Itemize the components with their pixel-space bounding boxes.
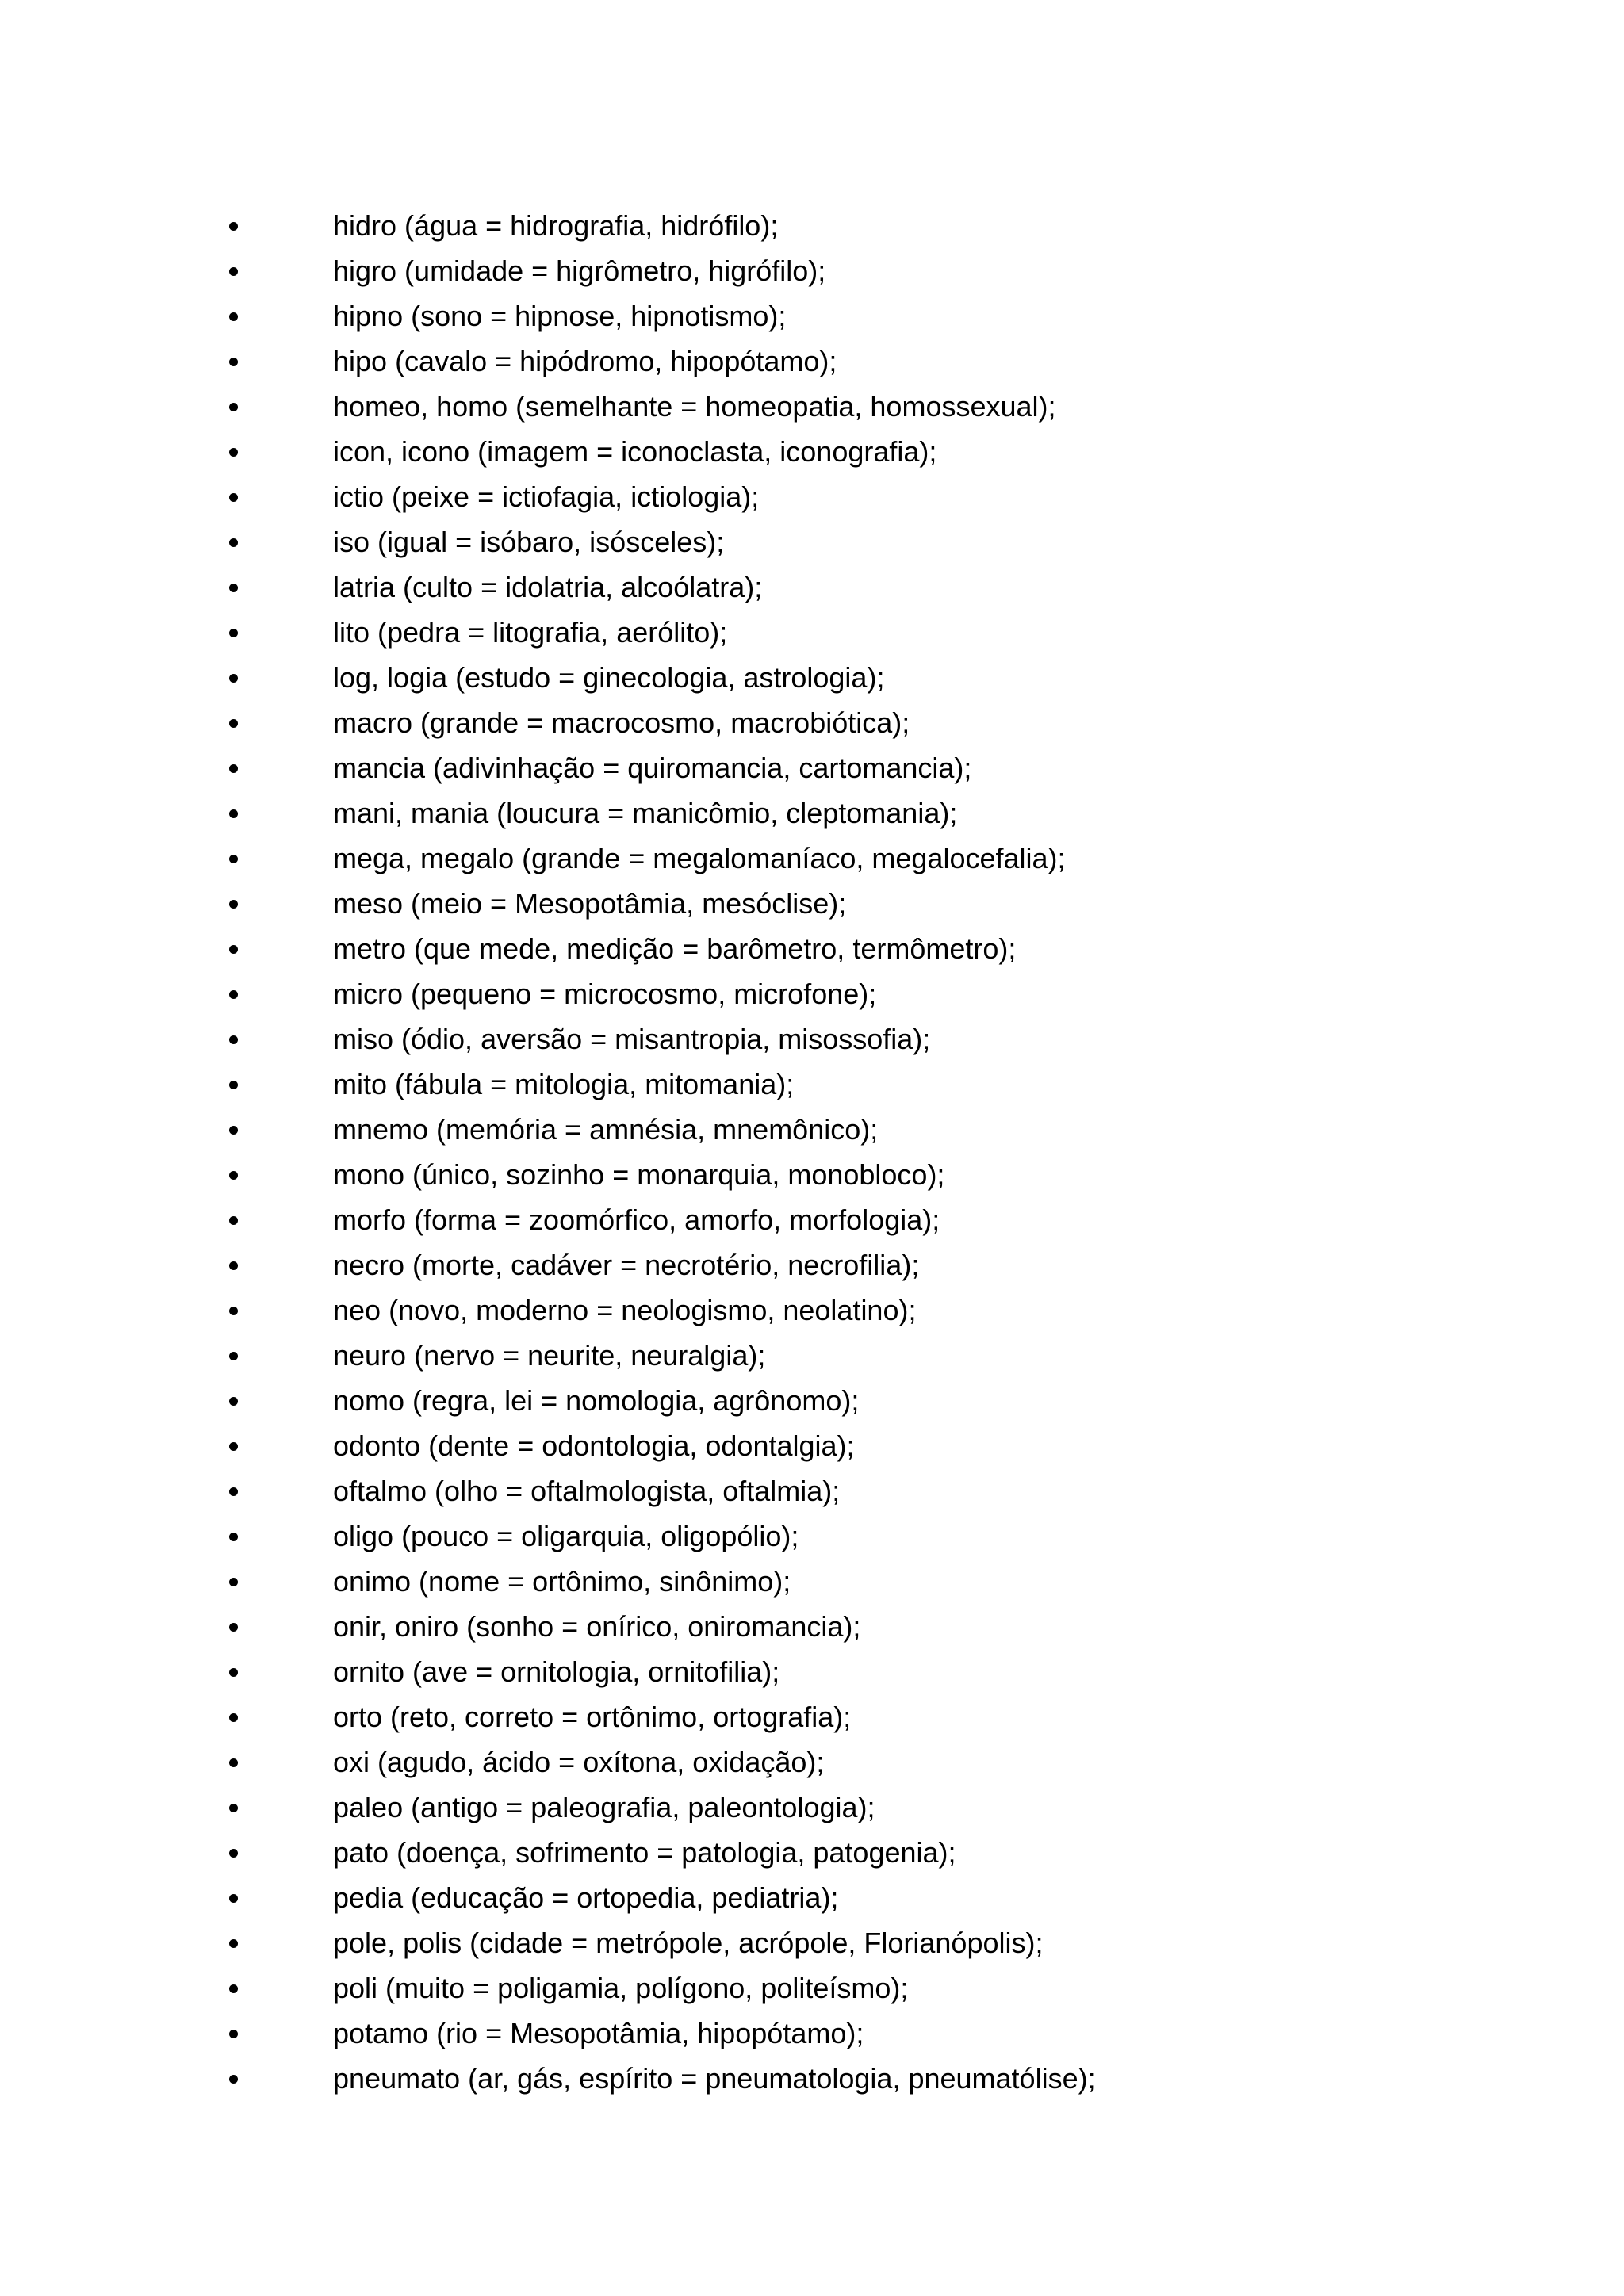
- list-item: [0, 610, 1624, 655]
- list-item: [0, 1875, 1624, 1920]
- list-item: [0, 700, 1624, 745]
- list-item: [0, 384, 1624, 429]
- bullet-icon: [229, 493, 238, 502]
- list-item-text: ornito (ave = ornitologia, ornitofilia);: [333, 1655, 780, 1688]
- bullet-icon: [229, 764, 238, 773]
- bullet-icon: [229, 855, 238, 863]
- list-item: [0, 293, 1624, 339]
- bullet-icon: [229, 1668, 238, 1677]
- list-item-text: macro (grande = macrocosmo, macrobiótica);: [333, 706, 910, 739]
- bullet-icon: [229, 584, 238, 592]
- list-item-text: onimo (nome = ortônimo, sinônimo);: [333, 1565, 791, 1598]
- bullet-icon: [229, 1713, 238, 1722]
- list-item: [0, 1197, 1624, 1242]
- list-item-text: potamo (rio = Mesopotâmia, hipopótamo);: [333, 2017, 864, 2049]
- list-item: [0, 1965, 1624, 2011]
- list-item: [0, 429, 1624, 474]
- bullet-icon: [229, 2075, 238, 2084]
- list-item: [0, 1378, 1624, 1423]
- bullet-icon: [229, 629, 238, 637]
- list-item-text: nomo (regra, lei = nomologia, agrônomo);: [333, 1384, 860, 1417]
- list-item-text: homeo, homo (semelhante = homeopatia, homossexual);: [333, 390, 1056, 423]
- list-item: [0, 1242, 1624, 1288]
- bullet-icon: [229, 1307, 238, 1315]
- bullet-icon: [229, 900, 238, 909]
- bullet-icon: [229, 1261, 238, 1270]
- list-item: [0, 1333, 1624, 1378]
- bullet-icon: [229, 1758, 238, 1767]
- greek-radicals-list: [0, 203, 1624, 2101]
- list-item: [0, 1739, 1624, 1785]
- bullet-icon: [229, 2030, 238, 2038]
- bullet-icon: [229, 312, 238, 321]
- bullet-icon: [229, 1442, 238, 1451]
- list-item-text: odonto (dente = odontologia, odontalgia);: [333, 1429, 855, 1462]
- bullet-icon: [229, 945, 238, 954]
- list-item: [0, 1468, 1624, 1513]
- bullet-icon: [229, 1533, 238, 1541]
- list-item-text: necro (morte, cadáver = necrotério, necrofilia);: [333, 1249, 920, 1281]
- list-item-text: onir, oniro (sonho = onírico, oniromancia);: [333, 1610, 861, 1643]
- bullet-icon: [229, 538, 238, 547]
- list-item: [0, 2011, 1624, 2056]
- list-item-text: mancia (adivinhação = quiromancia, cartomancia);: [333, 752, 972, 784]
- list-item-text: hipno (sono = hipnose, hipnotismo);: [333, 300, 787, 332]
- bullet-icon: [229, 1397, 238, 1406]
- list-item: [0, 1559, 1624, 1604]
- bullet-icon: [229, 1804, 238, 1812]
- list-item-text: miso (ódio, aversão = misantropia, misossofia);: [333, 1023, 931, 1055]
- list-item: [0, 519, 1624, 564]
- list-item-text: morfo (forma = zoomórfico, amorfo, morfologia);: [333, 1203, 940, 1236]
- list-item: [0, 790, 1624, 836]
- bullet-icon: [229, 448, 238, 457]
- bullet-icon: [229, 1352, 238, 1360]
- list-item-text: poli (muito = poligamia, polígono, politeísmo);: [333, 1972, 909, 2004]
- bullet-icon: [229, 809, 238, 818]
- list-item: [0, 926, 1624, 971]
- bullet-icon: [229, 1171, 238, 1180]
- list-item-text: ictio (peixe = ictiofagia, ictiologia);: [333, 480, 760, 513]
- bullet-icon: [229, 1984, 238, 1993]
- list-item-text: hidro (água = hidrografia, hidrófilo);: [333, 209, 779, 242]
- list-item: [0, 2056, 1624, 2101]
- list-item-text: oligo (pouco = oligarquia, oligopólio);: [333, 1520, 799, 1552]
- list-item-text: mito (fábula = mitologia, mitomania);: [333, 1068, 795, 1100]
- bullet-icon: [229, 1849, 238, 1858]
- list-item-text: neo (novo, moderno = neologismo, neolatino);: [333, 1294, 917, 1326]
- bullet-icon: [229, 719, 238, 728]
- list-item-text: metro (que mede, medição = barômetro, termômetro);: [333, 932, 1017, 965]
- list-item-text: latria (culto = idolatria, alcoólatra);: [333, 571, 763, 603]
- list-item: [0, 1920, 1624, 1965]
- list-item: [0, 1694, 1624, 1739]
- list-item-text: log, logia (estudo = ginecologia, astrologia);: [333, 661, 885, 694]
- list-item-text: mnemo (memória = amnésia, mnemônico);: [333, 1113, 879, 1146]
- bullet-icon: [229, 1894, 238, 1903]
- list-item: [0, 1152, 1624, 1197]
- list-item-text: pato (doença, sofrimento = patologia, patogenia);: [333, 1836, 956, 1869]
- bullet-icon: [229, 1035, 238, 1044]
- list-item: [0, 1288, 1624, 1333]
- list-item-text: micro (pequeno = microcosmo, microfone);: [333, 978, 877, 1010]
- list-item: [0, 1423, 1624, 1468]
- list-item: [0, 1513, 1624, 1559]
- bullet-icon: [229, 267, 238, 276]
- list-item-text: mani, mania (loucura = manicômio, cleptomania);: [333, 797, 958, 829]
- list-item: [0, 1830, 1624, 1875]
- list-item: [0, 474, 1624, 519]
- list-item-text: mega, megalo (grande = megalomaníaco, megalocefalia);: [333, 842, 1066, 874]
- bullet-icon: [229, 1623, 238, 1632]
- list-item: [0, 655, 1624, 700]
- list-item-text: pneumato (ar, gás, espírito = pneumatologia, pneumatólise);: [333, 2062, 1096, 2095]
- list-item-text: oxi (agudo, ácido = oxítona, oxidação);: [333, 1746, 825, 1778]
- list-item: [0, 971, 1624, 1016]
- list-item: [0, 1785, 1624, 1830]
- bullet-icon: [229, 1126, 238, 1135]
- list-item: [0, 881, 1624, 926]
- list-item: [0, 745, 1624, 790]
- list-item: [0, 1649, 1624, 1694]
- list-item: [0, 248, 1624, 293]
- list-item-text: hipo (cavalo = hipódromo, hipopótamo);: [333, 345, 837, 377]
- bullet-icon: [229, 1939, 238, 1948]
- bullet-icon: [229, 358, 238, 366]
- list-item-text: meso (meio = Mesopotâmia, mesóclise);: [333, 887, 847, 920]
- list-item-text: orto (reto, correto = ortônimo, ortografia);: [333, 1701, 852, 1733]
- list-item: [0, 1062, 1624, 1107]
- bullet-icon: [229, 222, 238, 231]
- list-item-text: neuro (nervo = neurite, neuralgia);: [333, 1339, 766, 1372]
- list-item-text: mono (único, sozinho = monarquia, monobloco);: [333, 1158, 945, 1191]
- list-item: [0, 1016, 1624, 1062]
- list-item: [0, 836, 1624, 881]
- bullet-icon: [229, 1578, 238, 1586]
- list-item: [0, 1107, 1624, 1152]
- list-item-text: iso (igual = isóbaro, isósceles);: [333, 526, 725, 558]
- bullet-icon: [229, 674, 238, 683]
- bullet-icon: [229, 403, 238, 411]
- bullet-icon: [229, 1216, 238, 1225]
- bullet-icon: [229, 990, 238, 999]
- list-item-text: pedia (educação = ortopedia, pediatria);: [333, 1881, 839, 1914]
- list-item: [0, 203, 1624, 248]
- list-item-text: paleo (antigo = paleografia, paleontologia);: [333, 1791, 875, 1823]
- list-item-text: higro (umidade = higrômetro, higrófilo);: [333, 254, 826, 287]
- bullet-icon: [229, 1081, 238, 1089]
- list-item-text: pole, polis (cidade = metrópole, acrópole, Florianópolis);: [333, 1927, 1044, 1959]
- list-item: [0, 564, 1624, 610]
- list-item-text: icon, icono (imagem = iconoclasta, iconografia);: [333, 435, 937, 468]
- bullet-icon: [229, 1487, 238, 1496]
- list-item-text: lito (pedra = litografia, aerólito);: [333, 616, 728, 649]
- list-item-text: oftalmo (olho = oftalmologista, oftalmia);: [333, 1475, 841, 1507]
- list-item: [0, 1604, 1624, 1649]
- list-item: [0, 339, 1624, 384]
